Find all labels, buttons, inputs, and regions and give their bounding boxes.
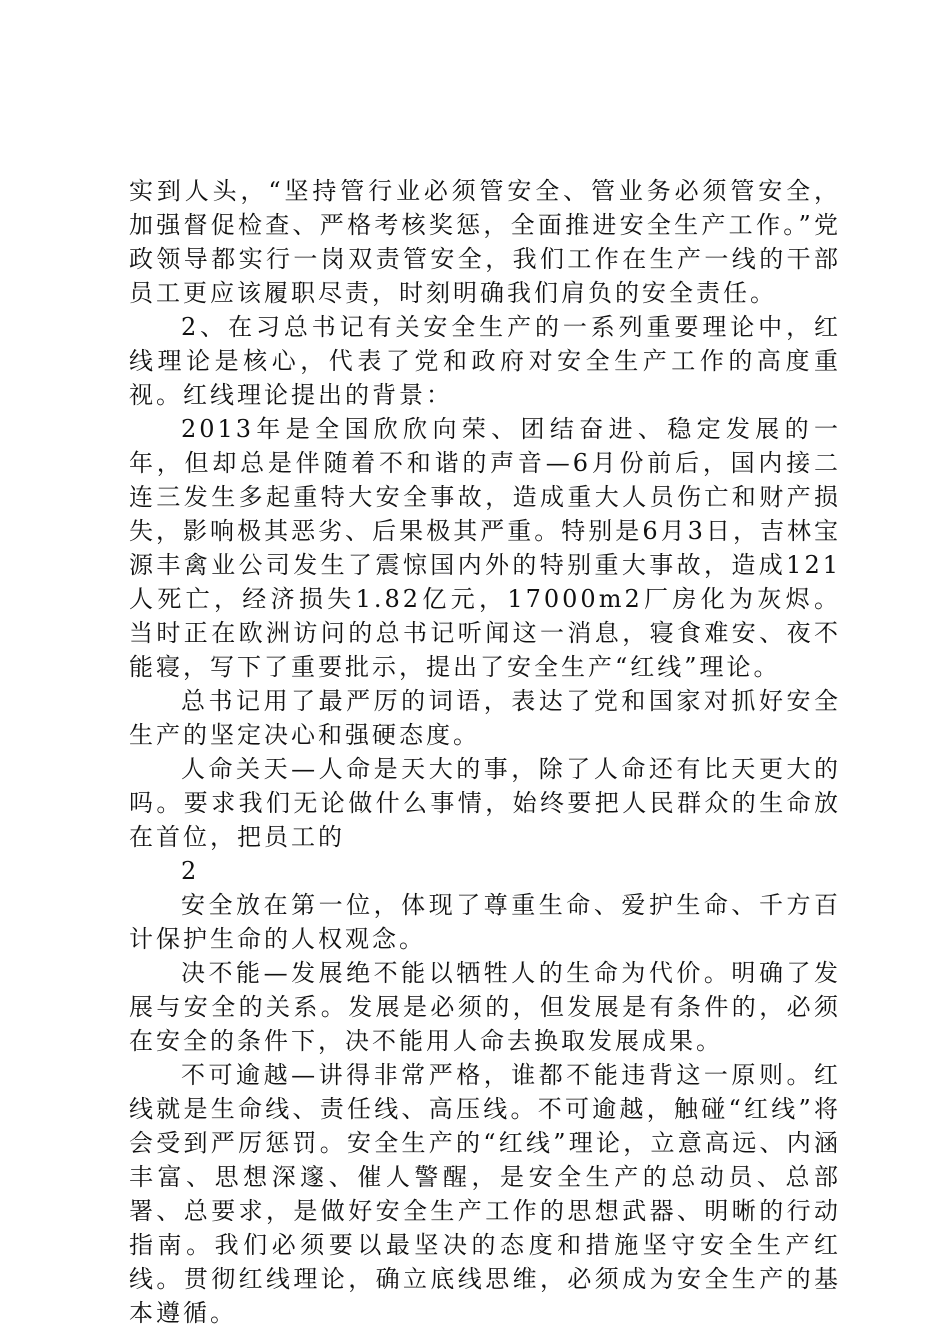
- paragraph-not-cross: 不可逾越—讲得非常严格，谁都不能违背这一原则。红线就是生命线、责任线、高压线。不可逾越，触碰“红线”将会受到严厉惩罚。安全生产的“红线”理论，立意高远、内涵丰富、思想深邃、催人警醒，是安全生产的总动员、总部署、总要求，是做好安全生产工作的思想武器、明晰的行动指南。我们必须要以最坚决的态度和措施坚守安全生产红线。贯彻红线理论，确立底线思维，必须成为安全生产的基本遵循。: [129, 1061, 841, 1327]
- paragraph-safety-first: 安全放在第一位，体现了尊重生命、爱护生命、千方百计保护生命的人权观念。: [129, 891, 841, 953]
- paragraph-never-sacrifice: 决不能—发展绝不能以牺牲人的生命为代价。明确了发展与安全的关系。发展是必须的，但发展是有条件的，必须在安全的条件下，决不能用人命去换取发展成果。: [129, 959, 841, 1055]
- paragraph-background-2013: 2013年是全国欣欣向荣、团结奋进、稳定发展的一年，但却总是伴随着不和谐的声音—6月份前后，国内接二连三发生多起重特大安全事故，造成重大人员伤亡和财产损失，影响极其恶劣、后果极其严重。特别是6月3日，吉林宝源丰禽业公司发生了震惊国内外的特别重大事故，造成121人死亡，经济损失1.82亿元，17000m2厂房化为灰烬。当时正在欧洲访问的总书记听闻这一消息，寝食难安、夜不能寝，写下了重要批示，提出了安全生产“红线”理论。: [129, 415, 841, 681]
- page-number: 2: [181, 857, 200, 885]
- paragraph-continuation: 实到人头，“坚持管行业必须管安全、管业务必须管安全，加强督促检查、严格考核奖惩，全面推进安全生产工作。”党政领导都实行一岗双责管安全，我们工作在生产一线的干部员工更应该履职尽责，时刻明确我们肩负的安全责任。: [129, 177, 841, 307]
- paragraph-red-line-theory: 2、在习总书记有关安全生产的一系列重要理论中，红线理论是核心，代表了党和政府对安全生产工作的高度重视。红线理论提出的背景：: [129, 313, 841, 409]
- document-body: [129, 174, 841, 1330]
- paragraph-human-life: 人命关天—人命是天大的事，除了人命还有比天更大的吗。要求我们无论做什么事情，始终要把人民群众的生命放在首位，把员工的: [129, 755, 841, 851]
- paragraph-determination: 总书记用了最严厉的词语，表达了党和国家对抓好安全生产的坚定决心和强硬态度。: [129, 687, 841, 749]
